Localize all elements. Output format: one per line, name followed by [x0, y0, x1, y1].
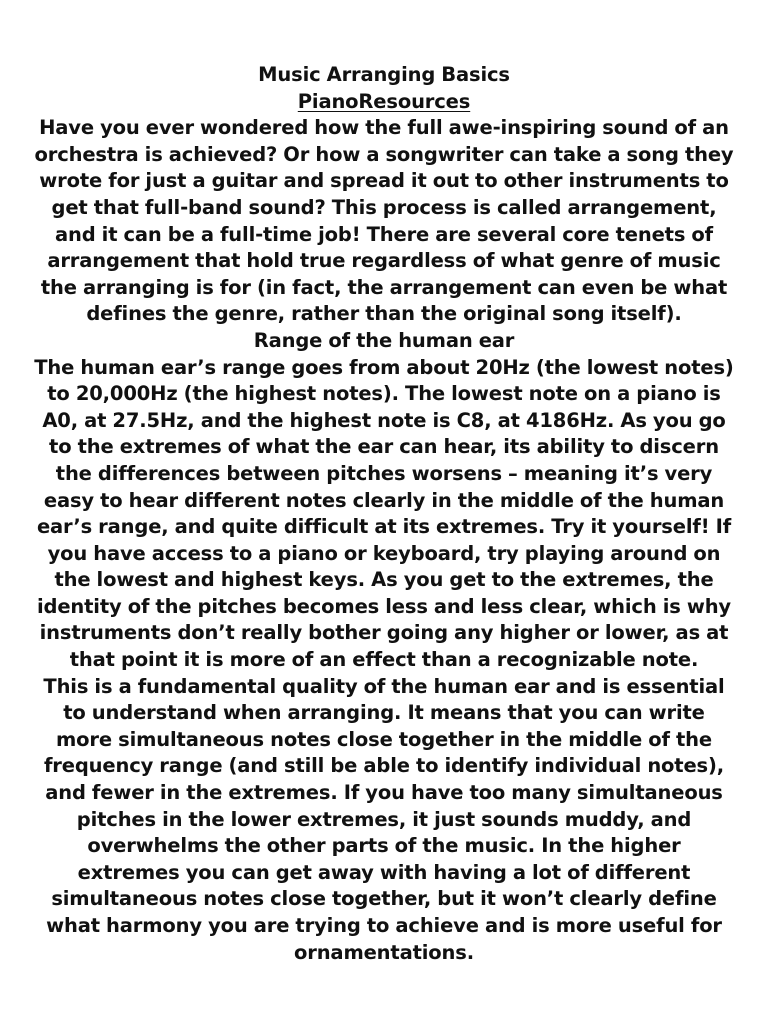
section-heading: Range of the human ear: [253, 328, 515, 352]
document-subtitle-link[interactable]: PianoResources: [297, 89, 471, 113]
intro-paragraph: Have you ever wondered how the full awe-inspiring sound of an orchestra is achieved? Or how a songwriter can take a song they wrote for just a guitar and spread it out to other instruments to get that full-band sound? This process is called arrangement, and it can be a full-time job! There are several core tenets of arrangement that hold true regardless of what genre of music the arranging is for (in fact, the arrangement can even be what defines the genre, rather than the original song itself).: [34, 116, 734, 326]
body-paragraph-2: This is a fundamental quality of the human ear and is essential to understand when arranging. It means that you can write more simultaneous notes close together in the middle of the frequency range (and still be able to identify individual notes), and fewer in the extremes. If you have too many simultaneous pitches in the lower extremes, it just sounds muddy, and overwhelms the other parts of the music. In the higher extremes you can get away with having a lot of different simultaneous notes close together, but it won’t clearly define what harmony you are trying to achieve and is more useful for ornamentations.: [43, 674, 725, 964]
body-paragraph-1: The human ear’s range goes from about 20Hz (the lowest notes) to 20,000Hz (the highest notes). The lowest note on a piano is A0, at 27.5Hz, and the highest note is C8, at 4186Hz. As you go to the extremes of what the ear can hear, its ability to discern the differences between pitches worsens – meaning it’s very easy to hear different notes clearly in the middle of the human ear’s range, and quite difficult at its extremes. Try it yourself! If you have access to a piano or keyboard, try playing around on the lowest and highest keys. As you get to the extremes, the identity of the pitches becomes less and less clear, which is why instruments don’t really bother going any higher or lower, as at that point it is more of an effect than a recognizable note.: [34, 355, 734, 672]
document-title: Music Arranging Basics: [258, 63, 510, 86]
document-page: [0, 62, 768, 966]
